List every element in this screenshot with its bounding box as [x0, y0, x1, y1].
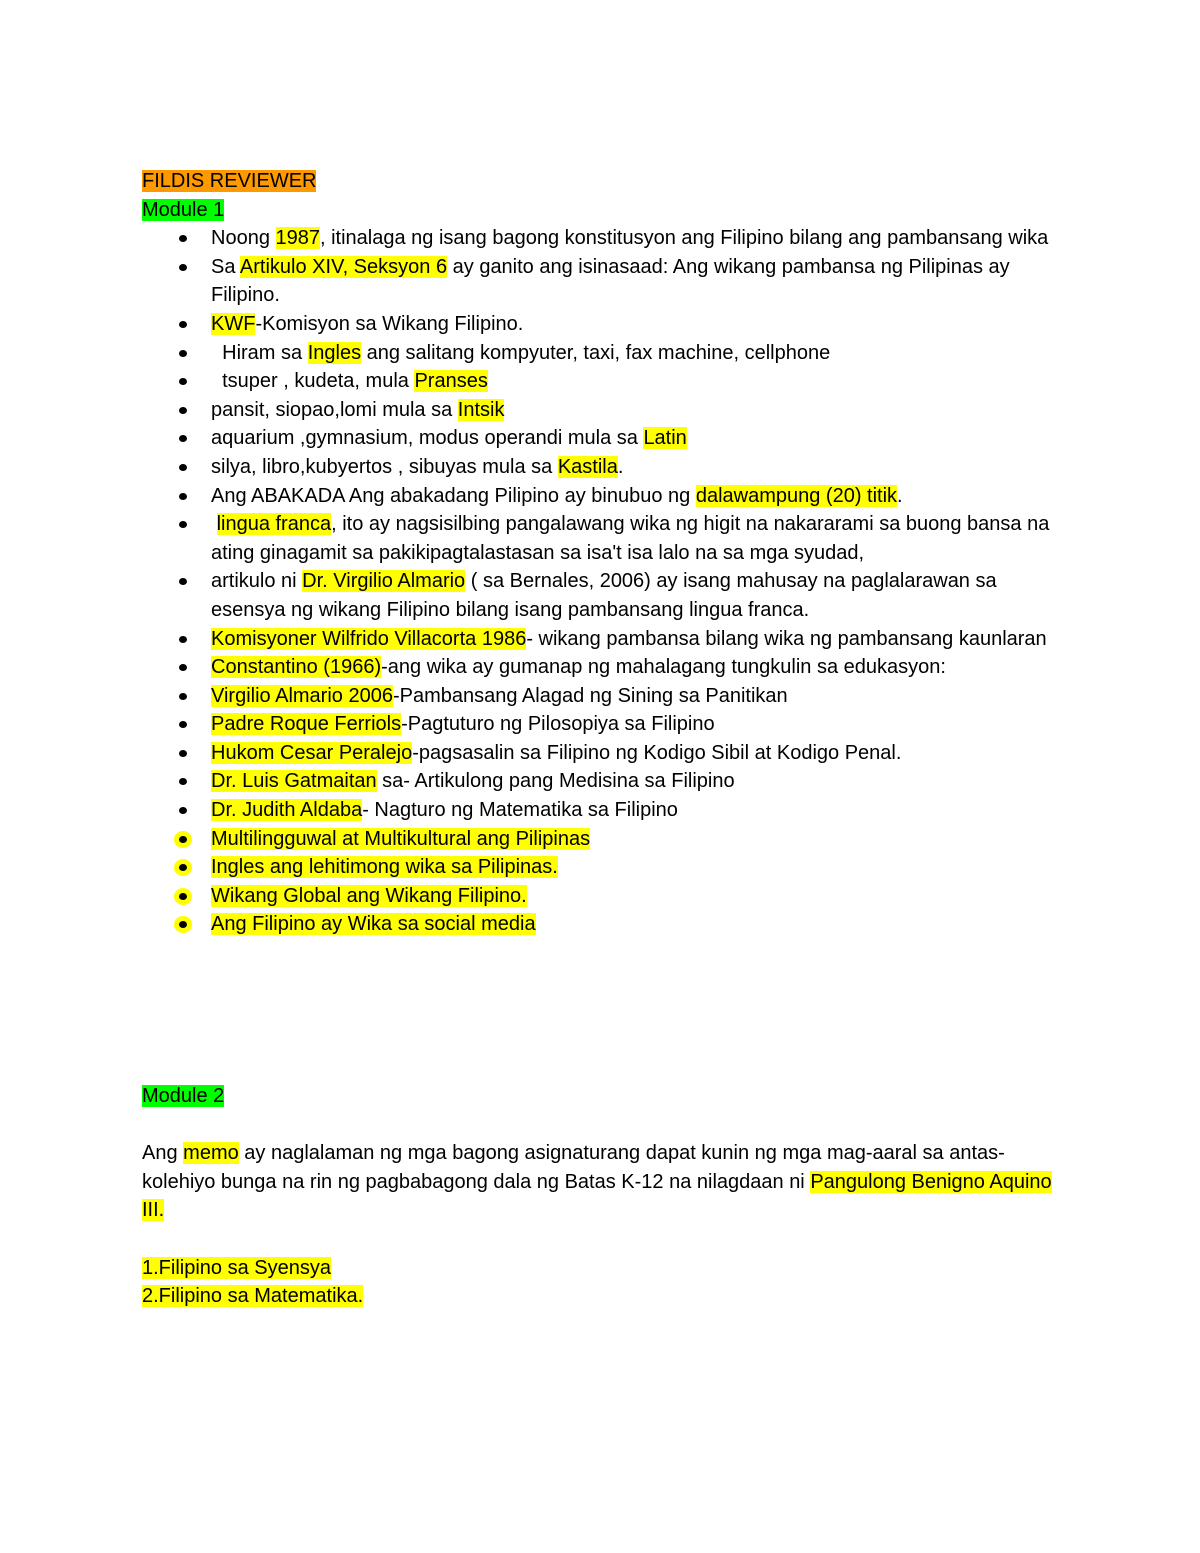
- bullet-text: [211, 227, 1048, 249]
- text-run: artikulo ni: [211, 570, 303, 593]
- document-title: FILDIS REVIEWER: [142, 170, 317, 192]
- text-run: Sa: [211, 255, 240, 278]
- module-2-paragraph: [142, 1139, 1062, 1225]
- highlighted-text: memo: [183, 1142, 239, 1165]
- bullet-text: [211, 656, 946, 678]
- bullet-text: [211, 256, 1015, 307]
- text-run: [211, 513, 217, 535]
- text-run: ay naglalaman ng mga bagong asignaturang dapat kunin ng mga mag-aaral sa antas- kolehiyo bunga na rin ng pagbabagong dala ng Batas K-12 na nilagdaan ni: [142, 1142, 1005, 1193]
- module-2-heading: Module 2: [142, 1085, 225, 1108]
- text-run: , itinalaga ng isang bagong konstitusyon ang Filipino bilang ang pambansang wika: [320, 227, 1049, 250]
- blank-line: [142, 1111, 1062, 1140]
- highlighted-text: Hukom Cesar Peralejo: [211, 741, 413, 764]
- bullet-item: [142, 310, 1062, 339]
- bullet-text: [211, 485, 903, 507]
- text-run: aquarium ,gymnasium, modus operandi mula sa: [211, 427, 644, 450]
- bullet-text: [211, 370, 488, 392]
- bullet-item: [142, 367, 1062, 396]
- section-gap: [142, 939, 1062, 1082]
- text-run: pansit, siopao,lomi mula sa: [211, 398, 458, 421]
- text-run: , ito ay nagsisilbing pangalawang wika ng higit na nakararami sa buong bansa na ating ginagamit sa pakikipagtalastasan sa isa't isa lalo na sa mga syudad,: [211, 513, 1055, 564]
- module-1-heading: Module 1: [142, 198, 225, 221]
- bullet-text: [211, 399, 504, 421]
- text-run: Ang Filipino ay Wika sa social media: [211, 913, 536, 936]
- highlighted-text: Dr. Judith Aldaba: [211, 799, 363, 822]
- bullet-text: [211, 313, 523, 335]
- bullet-item: [142, 424, 1062, 453]
- bullet-text: [211, 713, 715, 735]
- text-run: Multilingguwal at Multikultural ang Pilipinas: [211, 827, 591, 850]
- highlighted-text: Intsik: [457, 398, 505, 421]
- highlighted-text: Dr. Virgilio Almario: [302, 570, 466, 593]
- bullet-item: [142, 767, 1062, 796]
- numbered-item-text: 2.Filipino sa Matematika.: [142, 1285, 364, 1308]
- bullet-item: [142, 396, 1062, 425]
- text-run: Ang ABAKADA Ang abakadang Pilipino ay binubuo ng: [211, 484, 696, 507]
- bullet-item: [142, 482, 1062, 511]
- text-run: -Pagtuturo ng Pilosopiya sa Filipino: [401, 713, 715, 736]
- bullet-item: [142, 653, 1062, 682]
- highlighted-text: Dr. Luis Gatmaitan: [211, 770, 377, 793]
- bullet-text: [211, 427, 687, 449]
- highlighted-text: dalawampung (20) titik: [695, 484, 898, 507]
- text-run: Noong: [211, 227, 276, 250]
- highlighted-text: lingua franca: [216, 513, 332, 536]
- bullet-item: [142, 796, 1062, 825]
- blank-line: [142, 1225, 1062, 1254]
- highlighted-text: Padre Roque Ferriols: [211, 713, 402, 736]
- highlighted-text: KWF: [211, 312, 256, 335]
- highlighted-text: Komisyoner Wilfrido Villacorta 1986: [211, 627, 527, 650]
- bullet-item: [142, 710, 1062, 739]
- highlighted-text: Ingles: [307, 341, 362, 364]
- text-run: silya, libro,kubyertos , sibuyas mula sa: [211, 455, 558, 478]
- text-run: .: [897, 484, 903, 507]
- text-run: -pagsasalin sa Filipino ng Kodigo Sibil at Kodigo Penal.: [412, 741, 902, 764]
- numbered-item: [142, 1282, 1062, 1311]
- bullet-item: [142, 682, 1062, 711]
- text-run: Wikang Global ang Wikang Filipino.: [211, 884, 527, 907]
- bullet-item: [142, 339, 1062, 368]
- highlighted-text: Pangulong Benigno Aquino III.: [142, 1170, 1052, 1222]
- bullet-item: [142, 853, 1062, 882]
- highlighted-text: Pranses: [414, 370, 488, 393]
- text-run: - wikang pambansa bilang wika ng pambansang kaunlaran: [526, 627, 1047, 650]
- bullet-text: [211, 685, 788, 707]
- bullet-text: [211, 828, 590, 850]
- bullet-text: [211, 885, 527, 907]
- module-2-heading-line: [142, 1082, 1062, 1111]
- highlighted-text: Kastila: [557, 455, 618, 478]
- bullet-text: [211, 456, 623, 478]
- bullet-text: [211, 742, 901, 764]
- bullet-text: [211, 342, 830, 364]
- bullet-item: [142, 253, 1062, 310]
- text-run: Ingles ang lehitimong wika sa Pilipinas.: [211, 856, 558, 879]
- bullet-text: [211, 570, 1002, 621]
- document-page: [142, 167, 1062, 1311]
- text-run: ang salitang kompyuter, taxi, fax machine, cellphone: [361, 341, 831, 364]
- document-title-line: [142, 167, 1062, 196]
- text-run: Ang: [142, 1142, 184, 1165]
- text-run: sa- Artikulong pang Medisina sa Filipino: [376, 770, 735, 793]
- text-run: tsuper , kudeta, mula: [211, 370, 415, 393]
- text-run: -Pambansang Alagad ng Sining sa Panitikan: [392, 684, 788, 707]
- highlighted-text: Virgilio Almario 2006: [211, 684, 393, 707]
- module-1-bullet-list: [142, 224, 1062, 939]
- text-run: .: [617, 455, 624, 478]
- bullet-item: [142, 510, 1062, 567]
- bullet-item: [142, 739, 1062, 768]
- text-run: -Komisyon sa Wikang Filipino.: [255, 312, 524, 335]
- bullet-text: [211, 513, 1055, 564]
- numbered-item: [142, 1254, 1062, 1283]
- bullet-text: [211, 799, 678, 821]
- text-run: Hiram sa: [211, 341, 308, 364]
- highlighted-text: Latin: [643, 427, 687, 450]
- bullet-item: [142, 224, 1062, 253]
- text-run: ( sa Bernales, 2006) ay isang mahusay na paglalarawan sa esensya ng wikang Filipino bilang isang pambansang lingua franca.: [211, 570, 1003, 621]
- bullet-text: [211, 913, 536, 935]
- module-2-numbered-list: [142, 1254, 1062, 1311]
- text-run: - Nagturo ng Matematika sa Filipino: [362, 799, 678, 822]
- bullet-item: [142, 453, 1062, 482]
- bullet-item: [142, 910, 1062, 939]
- bullet-item: [142, 567, 1062, 624]
- bullet-text: [211, 856, 558, 878]
- highlighted-text: Constantino (1966): [211, 656, 382, 679]
- highlighted-text: 1987: [275, 227, 320, 250]
- highlighted-text: Artikulo XIV, Seksyon 6: [239, 255, 448, 278]
- bullet-text: [211, 770, 735, 792]
- text-run: ay ganito ang isinasaad: Ang wikang pambansa ng Pilipinas ay Filipino.: [211, 255, 1016, 307]
- bullet-item: [142, 882, 1062, 911]
- numbered-item-text: 1.Filipino sa Syensya: [142, 1256, 331, 1279]
- bullet-item: [142, 825, 1062, 854]
- module-1-heading-line: [142, 196, 1062, 225]
- bullet-item: [142, 625, 1062, 654]
- bullet-text: [211, 628, 1047, 650]
- text-run: -ang wika ay gumanap ng mahalagang tungkulin sa edukasyon:: [381, 656, 946, 679]
